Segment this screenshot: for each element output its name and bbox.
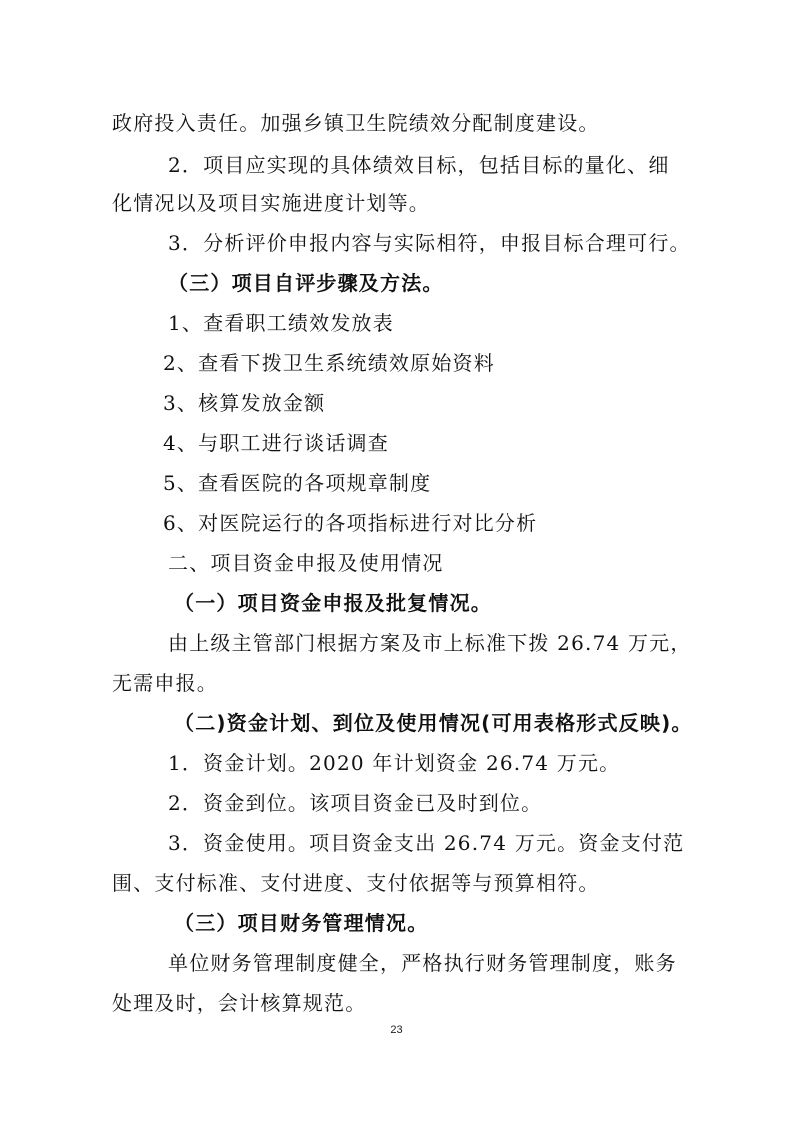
section-heading: （一）项目资金申报及批复情况。 — [174, 591, 492, 615]
body-text-line: 由上级主管部门根据方案及市上标准下拨 26.74 万元， — [168, 631, 692, 655]
body-text-line: 1．资金计划。2020 年计划资金 26.74 万元。 — [168, 751, 621, 775]
list-item: 4、与职工进行谈话调查 — [163, 431, 389, 455]
body-text-line: 无需申报。 — [112, 671, 218, 695]
body-text-line: 3．资金使用。项目资金支出 26.74 万元。资金支付范 — [168, 831, 685, 855]
body-text-line: 化情况以及项目实施进度计划等。 — [112, 191, 430, 215]
section-heading: （三）项目财务管理情况。 — [174, 911, 429, 935]
list-item: 1、查看职工绩效发放表 — [168, 311, 394, 335]
body-text-line: 单位财务管理制度健全，严格执行财务管理制度，账务 — [168, 951, 677, 975]
list-item: 2、查看下拨卫生系统绩效原始资料 — [163, 351, 495, 375]
body-text-line: 政府投入责任。加强乡镇卫生院绩效分配制度建设。 — [112, 111, 600, 135]
body-text-line: 处理及时，会计核算规范。 — [112, 991, 367, 1015]
list-item: 6、对医院运行的各项指标进行对比分析 — [163, 511, 538, 535]
body-text-line: 2．资金到位。该项目资金已及时到位。 — [168, 791, 543, 815]
chapter-heading: 二、项目资金申报及使用情况 — [168, 551, 444, 575]
body-text-line: 2．项目应实现的具体绩效目标，包括目标的量化、细 — [168, 153, 670, 177]
body-text-line: 围、支付标准、支付进度、支付依据等与预算相符。 — [112, 871, 600, 895]
list-item: 3、核算发放金额 — [163, 391, 326, 415]
body-text-line: 3．分析评价申报内容与实际相符，申报目标合理可行。 — [168, 231, 691, 255]
page-number: 23 — [390, 1024, 403, 1036]
section-heading: （二)资金计划、到位及使用情况(可用表格形式反映)。 — [174, 711, 693, 735]
list-item: 5、查看医院的各项规章制度 — [163, 471, 432, 495]
section-heading: （三）项目自评步骤及方法。 — [168, 271, 444, 295]
